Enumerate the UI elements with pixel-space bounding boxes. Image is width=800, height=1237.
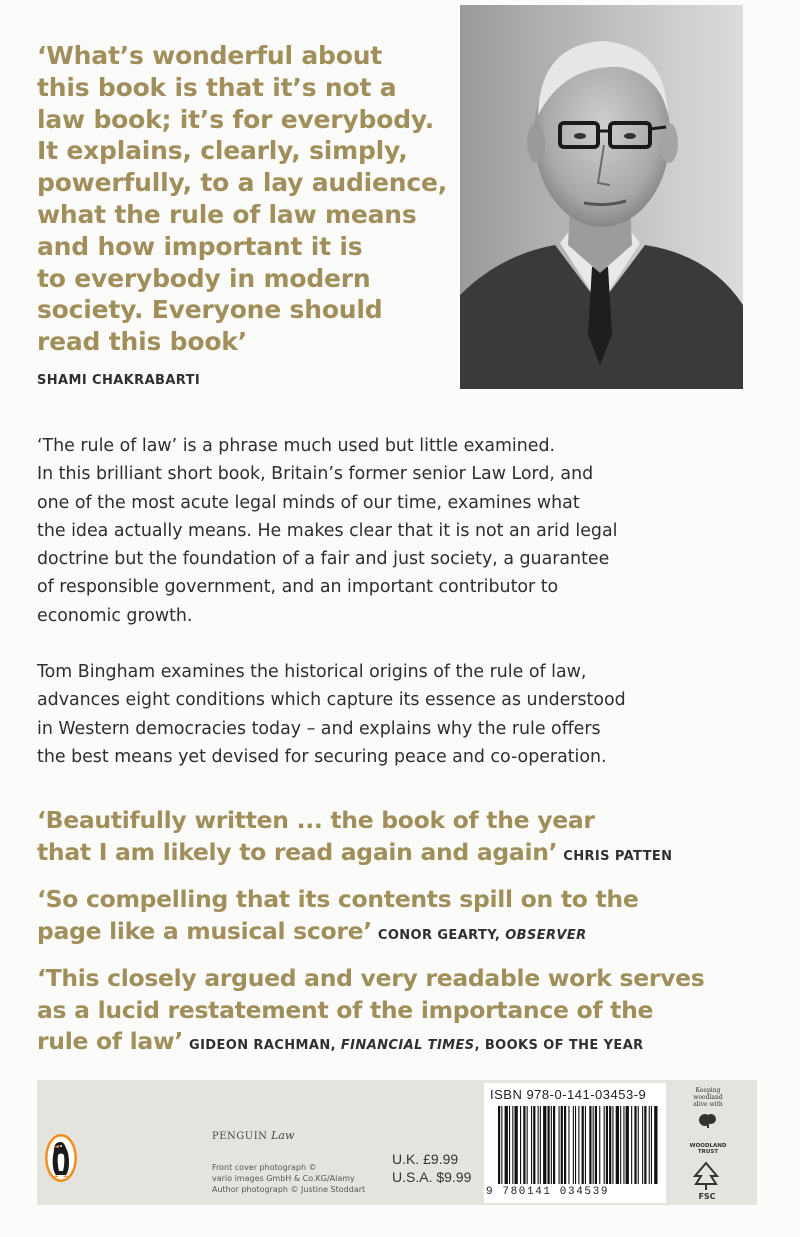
press-quote-line: ‘This closely argued and very readable work serves <box>37 964 705 992</box>
barcode-bar <box>644 1106 646 1184</box>
blurb-line: ‘The rule of law’ is a phrase much used but little examined. <box>37 436 556 456</box>
barcode-bar <box>585 1106 586 1184</box>
press-quote-source-name: CONOR GEARTY, <box>377 927 501 943</box>
barcode-bar <box>533 1106 535 1184</box>
hero-quote-line: society. Everyone should <box>37 295 383 325</box>
barcode-bar <box>512 1106 513 1184</box>
press-quote-line <box>37 916 772 952</box>
barcode-bar <box>631 1106 632 1184</box>
barcode-bar <box>620 1106 621 1184</box>
barcode-bar <box>623 1106 624 1184</box>
barcode-bar <box>515 1106 518 1184</box>
press-quote-line: as a lucid restatement of the importance of the <box>37 995 654 1024</box>
barcode-bar <box>509 1106 510 1184</box>
press-quote-line <box>37 1026 772 1062</box>
barcode-bar <box>561 1106 563 1184</box>
price-uk: U.K. £9.99 <box>392 1151 459 1167</box>
imprint-name: PENGUIN <box>212 1131 268 1142</box>
credit-line: Author photograph © Justine Stoddart <box>212 1185 366 1194</box>
hero-quote-line: ‘What’s wonderful about <box>37 41 383 70</box>
barcode-bar <box>568 1106 569 1184</box>
blurb-line: doctrine but the foundation of a fair and just society, a guarantee <box>37 549 610 570</box>
barcode-bar <box>531 1106 532 1184</box>
press-quote-line: ‘So compelling that its contents spill on to the <box>37 885 639 913</box>
barcode-bar <box>575 1106 576 1184</box>
press-quote-rachman <box>37 963 772 1062</box>
photo-credits <box>212 1162 372 1195</box>
barcode-bar <box>626 1106 629 1184</box>
woodland-trust-logo-icon <box>697 1112 719 1128</box>
barcode-bar <box>527 1106 528 1184</box>
barcode-bar <box>501 1106 502 1184</box>
fsc-tree-icon <box>690 1160 722 1192</box>
press-quote-publication: FINANCIAL TIMES <box>340 1038 475 1053</box>
barcode-bar <box>638 1106 639 1184</box>
barcode-bar <box>634 1106 636 1184</box>
barcode-digits: 9 780141 034539 <box>486 1186 610 1198</box>
blurb-line: the idea actually means. He makes clear that it is not an arid legal <box>37 520 618 541</box>
barcode-bar <box>540 1106 541 1184</box>
press-quote-line: ‘Beautifully written ... the book of the year <box>37 806 595 834</box>
press-quote-text: that I am likely to read again and again’ <box>37 837 558 866</box>
press-quote-source <box>189 1038 644 1053</box>
barcode-bar <box>599 1106 600 1184</box>
woodland-trust-text <box>683 1087 733 1130</box>
barcode-bar <box>523 1106 525 1184</box>
barcode-bar <box>548 1106 550 1184</box>
barcode-bar <box>593 1106 594 1184</box>
blurb-paragraph-2 <box>37 658 757 771</box>
blurb-line: economic growth. <box>37 605 193 626</box>
barcode-bar <box>612 1106 613 1184</box>
penguin-logo-icon <box>44 1133 78 1183</box>
barcode-bar <box>578 1106 579 1184</box>
author-portrait-illustration <box>460 5 743 389</box>
barcode-bar <box>649 1106 650 1184</box>
press-quote-source: CHRIS PATTEN <box>563 848 673 864</box>
price-usa: U.S.A. $9.99 <box>392 1169 472 1185</box>
credit-line: vario images GmbH & Co.KG/Alamy <box>212 1174 355 1183</box>
barcode-bar <box>582 1106 584 1184</box>
barcode-bar <box>589 1106 591 1184</box>
isbn-label: ISBN 978-0-141-03453-9 <box>490 1087 647 1102</box>
barcode-bar <box>551 1106 552 1184</box>
barcode-bar <box>573 1106 574 1184</box>
hero-quote <box>37 40 452 358</box>
press-quote-suffix: , BOOKS OF THE YEAR <box>474 1038 644 1053</box>
prices <box>392 1150 471 1186</box>
blurb-line: of responsible government, and an important contributor to <box>37 577 559 598</box>
blurb-line: In this brilliant short book, Britain’s former senior Law Lord, and <box>37 464 594 485</box>
blurb-paragraph-1 <box>37 432 757 630</box>
barcode-bar <box>606 1106 608 1184</box>
hero-quote-line: to everybody in modern <box>37 263 371 293</box>
hero-quote-line: and how important it is <box>37 231 363 261</box>
woodland-line: woodland <box>693 1094 723 1101</box>
press-quote-patten <box>37 805 772 872</box>
imprint-label <box>212 1129 294 1142</box>
press-quote-text: page like a musical score’ <box>37 916 372 945</box>
barcode-bar <box>498 1106 500 1184</box>
barcode-bar <box>553 1106 555 1184</box>
credit-line: Front cover photograph © <box>212 1163 317 1172</box>
hero-quote-attribution: SHAMI CHAKRABARTI <box>37 373 201 388</box>
press-quote-line <box>37 837 772 873</box>
barcode-bar <box>538 1106 539 1184</box>
press-quote-text: rule of law’ <box>37 1027 183 1055</box>
author-photo <box>460 5 743 389</box>
hero-quote-line: powerfully, to a lay audience, <box>37 168 448 198</box>
hero-quote-line: It explains, clearly, simply, <box>37 136 408 166</box>
barcode-bar <box>609 1106 611 1184</box>
barcode-bar <box>543 1106 546 1184</box>
press-quote-source-name: GIDEON RACHMAN, <box>189 1038 336 1053</box>
barcode-bar <box>642 1106 643 1184</box>
barcode-bar <box>654 1106 657 1184</box>
barcode-bar <box>520 1106 521 1184</box>
hero-quote-line: what the rule of law means <box>37 199 417 229</box>
press-quote-gearty <box>37 884 772 951</box>
fsc-label: FSC <box>698 1192 716 1201</box>
barcode-bar <box>604 1106 605 1184</box>
barcode-bar <box>595 1106 597 1184</box>
hero-quote-line: read this book’ <box>37 327 248 357</box>
blurb-line: in Western democracies today – and explains why the rule offers <box>37 718 601 739</box>
imprint-series: Law <box>271 1129 295 1142</box>
press-quote-publication: OBSERVER <box>505 927 587 943</box>
barcode-bar <box>651 1106 652 1184</box>
woodland-line: Keeping <box>695 1087 721 1094</box>
barcode-bar <box>616 1106 619 1184</box>
blurb-line: Tom Bingham examines the historical origins of the rule of law, <box>37 662 587 682</box>
barcode-bar <box>559 1106 560 1184</box>
hero-quote-line: this book is that it’s not a <box>37 72 397 102</box>
blurb-line: one of the most acute legal minds of our time, examines what <box>37 492 580 513</box>
blurb-line: advances eight conditions which capture its essence as understood <box>37 690 626 711</box>
woodland-line: alive with <box>693 1101 723 1108</box>
woodland-trust-name: WOODLAND TRUST <box>689 1143 727 1155</box>
press-quote-source <box>378 928 587 943</box>
barcode-bar <box>505 1106 508 1184</box>
barcode-bar <box>564 1106 566 1184</box>
blurb-line: the best means yet devised for securing peace and co-operation. <box>37 746 607 767</box>
barcode-icon <box>496 1106 660 1186</box>
hero-quote-line: law book; it’s for everybody. <box>37 104 434 134</box>
